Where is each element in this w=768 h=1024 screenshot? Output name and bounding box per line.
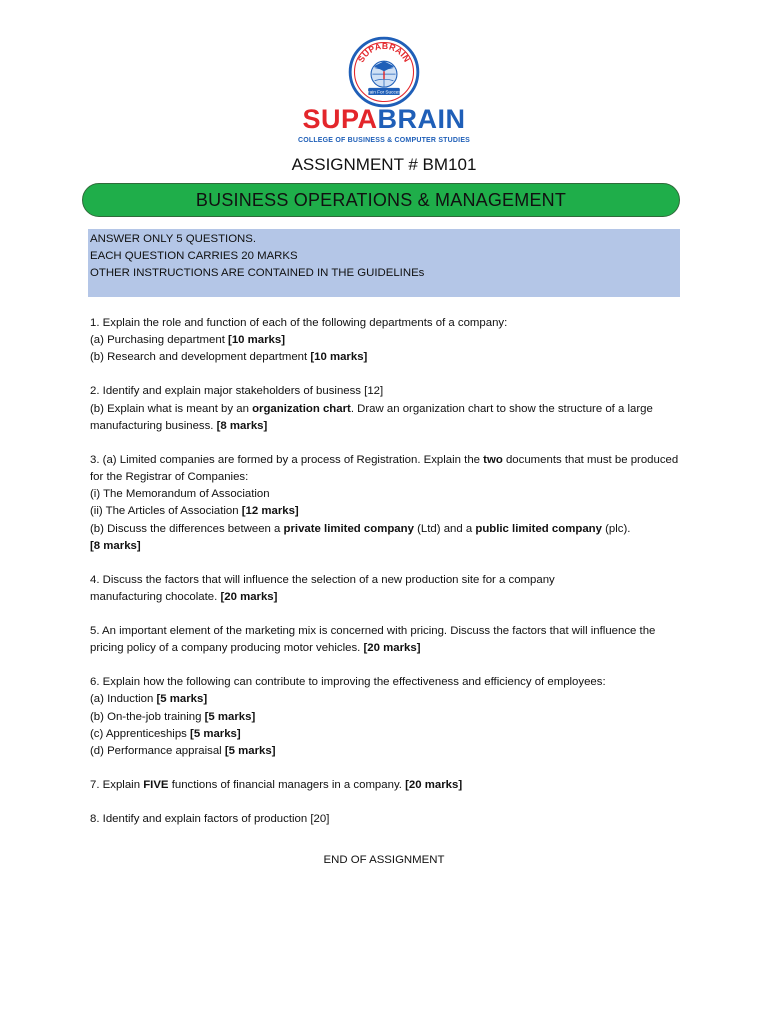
part-text: 5. An important element of the marketing mix is concerned with pricing. Discuss the factors that will influence the pricing policy of a company producing motor vehicles. <box>90 625 656 655</box>
question-6-item-d <box>90 743 690 760</box>
emphasis-text: organization chart <box>252 402 351 415</box>
part-text: 3. (a) Limited companies are formed by a process of Registration. Explain the <box>90 453 484 466</box>
emphasis-text: public limited company <box>475 522 602 535</box>
brand-tagline: COLLEGE OF BUSINESS & COMPUTER STUDIES <box>297 137 471 144</box>
logo-motto: Brain For Success <box>364 89 404 95</box>
question-2-stem: 2. Identify and explain major stakeholders of business [12] <box>90 385 384 398</box>
course-title: BUSINESS OPERATIONS & MANAGEMENT <box>195 189 567 210</box>
emphasis-text: FIVE <box>143 779 169 792</box>
question-1-stem: 1. Explain the role and function of each of the following departments of a company: <box>90 317 508 329</box>
instruction-line: ANSWER ONLY 5 QUESTIONS. <box>90 233 257 245</box>
graduation-globe-seal-icon <box>348 36 420 108</box>
marks-label: [5 marks] <box>204 710 256 723</box>
assignment-number: ASSIGNMENT # BM101 <box>291 155 477 174</box>
marks-label: [8 marks] <box>216 419 268 432</box>
question-8-text: 8. Identify and explain factors of production [20] <box>90 813 330 826</box>
question-3-part-b <box>90 521 690 538</box>
question-6-item-a <box>90 691 690 708</box>
part-text: (Ltd) and a <box>413 522 476 535</box>
question-1-part-b <box>90 349 690 366</box>
question-5 <box>90 623 690 657</box>
question-3-item-ii <box>90 503 690 520</box>
part-text: (ii) The Articles of Association <box>90 505 242 518</box>
part-text: (b) On-the-job training <box>90 710 205 723</box>
question-list <box>90 315 690 845</box>
question-3-item-i: (i) The Memorandum of Association <box>90 488 270 501</box>
part-text: (a) Induction <box>90 693 157 706</box>
question-4-text <box>90 572 630 606</box>
marks-label: [5 marks] <box>156 693 208 706</box>
part-text: (b) Explain what is meant by an <box>90 402 253 415</box>
question-6-item-b <box>90 709 690 726</box>
question-1 <box>90 315 690 367</box>
marks-label: [10 marks] <box>228 334 286 347</box>
part-text: (a) Purchasing department <box>90 334 229 347</box>
question-1-part-a <box>90 332 690 349</box>
part-text: (d) Performance appraisal <box>90 745 225 758</box>
marks-label: [5 marks] <box>224 745 276 758</box>
question-4 <box>90 572 690 606</box>
question-5-text <box>90 623 666 657</box>
part-text: (c) Apprenticeships <box>90 727 191 740</box>
marks-label: [10 marks] <box>310 351 368 364</box>
college-logo <box>0 36 768 110</box>
question-3 <box>90 452 690 555</box>
brand-brain: BRAIN <box>377 104 466 134</box>
emphasis-text: two <box>483 453 503 466</box>
part-text: 7. Explain <box>90 779 144 792</box>
part-text: documents that must be produced for the Registrar of Companies: <box>90 453 679 484</box>
question-2-part-b <box>90 401 678 435</box>
question-6-item-c <box>90 726 690 743</box>
marks-label: [8 marks] <box>90 539 141 552</box>
marks-label: [12 marks] <box>241 505 299 518</box>
part-text: (b) Research and development department <box>90 351 311 364</box>
question-2 <box>90 383 690 435</box>
instruction-line: EACH QUESTION CARRIES 20 MARKS <box>90 250 298 262</box>
end-of-assignment: END OF ASSIGNMENT <box>323 854 445 866</box>
brand-wordmark <box>0 102 768 136</box>
instructions-box <box>88 229 680 297</box>
question-6 <box>90 674 690 760</box>
marks-label: [20 marks] <box>220 591 278 604</box>
question-3-stem <box>90 452 688 486</box>
part-text: (plc). <box>601 522 631 535</box>
part-text: functions of financial managers in a company. <box>168 779 406 792</box>
emphasis-text: private limited company <box>283 522 414 535</box>
marks-label: [5 marks] <box>190 727 241 740</box>
question-7 <box>90 777 690 794</box>
marks-label: [20 marks] <box>405 779 463 792</box>
question-8 <box>90 811 690 828</box>
part-text: 4. Discuss the factors that will influence the selection of a new production site for a company manufacturing chocolate. <box>90 573 555 604</box>
course-title-banner <box>82 183 680 217</box>
brand-supa: SUPA <box>302 104 378 134</box>
logo-arc-text: SUPABRAIN <box>355 40 413 64</box>
question-7-text <box>90 777 690 794</box>
part-text: (b) Discuss the differences between a <box>90 522 284 535</box>
part-text: . Draw an organization chart to show the structure of a large manufacturing business. <box>90 402 653 432</box>
instruction-line: OTHER INSTRUCTIONS ARE CONTAINED IN THE GUIDELINEs <box>90 267 425 279</box>
question-3-part-b-marks <box>90 538 690 555</box>
marks-label: [20 marks] <box>363 642 421 655</box>
question-6-stem: 6. Explain how the following can contribute to improving the effectiveness and efficiency of employees: <box>90 676 606 689</box>
